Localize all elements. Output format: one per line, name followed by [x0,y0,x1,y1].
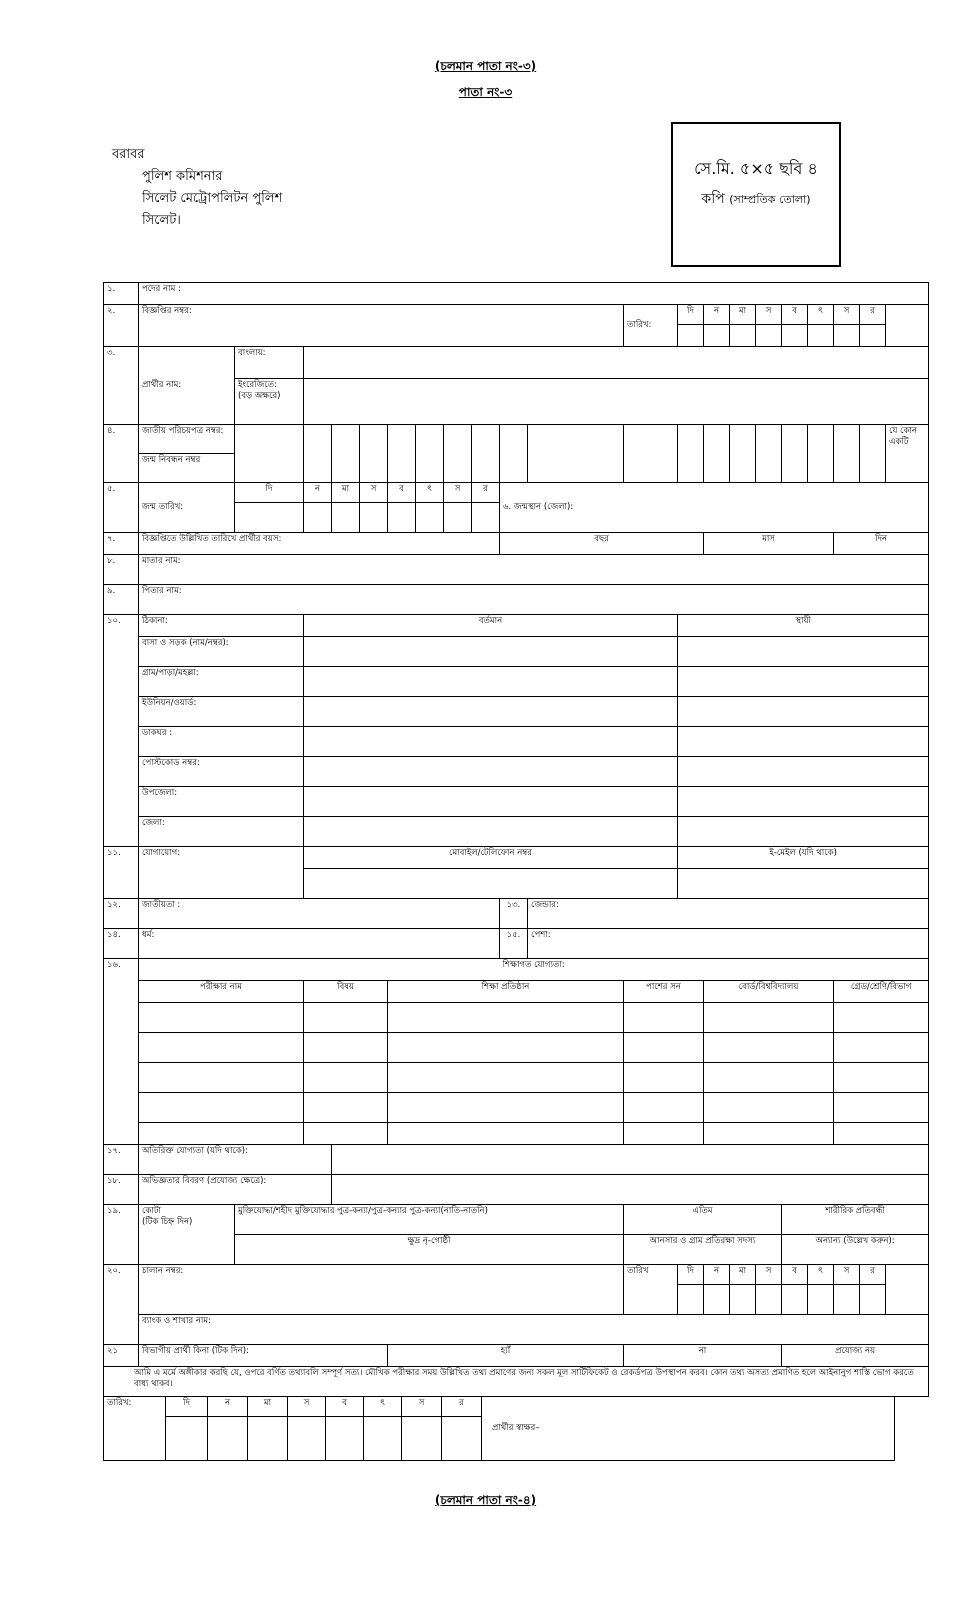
date-box[interactable] [235,503,304,533]
address-field-label: উপজেলা: [139,787,304,817]
nid-label: জাতীয় পরিচয়পত্র নম্বর: [139,425,235,454]
date-box[interactable] [388,503,416,533]
ad-number-field[interactable] [139,305,624,347]
quota-ansar[interactable]: আনসার ও গ্রাম প্রতিরক্ষা সদস্য [624,1235,782,1265]
row-departmental [104,1345,929,1367]
subject-input[interactable] [304,1063,388,1093]
present-address-input[interactable] [304,757,678,787]
birthplace-field[interactable] [500,483,929,533]
subject-input[interactable] [304,1123,388,1145]
gender-field[interactable] [528,899,929,929]
row-no: ১৩. [500,899,528,929]
id-note: যে কোন একটি [886,425,929,483]
date-letter: ৎ [808,1265,834,1285]
row-ad-number [104,305,929,325]
date-box[interactable] [860,1285,886,1315]
id-digit-box[interactable] [678,425,704,483]
date-letter: র [860,1265,886,1285]
address-line2: সিলেট মেট্রোপলিটন পুলিশ [142,191,283,206]
date-letter: মা [248,1397,288,1417]
exam-name-input[interactable] [139,1063,304,1093]
applicant-name-label: প্রার্থীর নাম: [139,347,235,425]
education-row [104,1123,929,1145]
photo-copy-text: কপি [701,191,725,207]
mother-name-label: মাতার নাম: [142,556,181,566]
present-address-input[interactable] [304,637,678,667]
date-box[interactable] [326,1417,364,1461]
occupation-label: পেশা: [531,930,551,940]
id-digit-box[interactable] [704,425,730,483]
subject-input[interactable] [304,1033,388,1063]
running-page-bottom: (চলমান পাতা নং-৪) [434,1493,537,1507]
date-letter: মা [730,1265,756,1285]
row-no: ২. [104,305,139,347]
id-digit-box[interactable] [332,425,360,483]
age-day[interactable]: দিন [834,533,929,555]
date-box[interactable] [288,1417,326,1461]
id-digit-box[interactable] [360,425,388,483]
mother-name-field[interactable] [139,555,929,585]
row-no: ৮. [104,555,139,585]
address-field-label: ইউনিয়ন/ওয়ার্ড: [139,697,304,727]
date-letter: দি [678,305,704,325]
signature-label: প্রার্থীর স্বাক্ষর– [492,1423,540,1433]
religion-field[interactable] [139,929,500,959]
board-header: বোর্ড/বিশ্ববিদ্যালয় [704,981,834,1003]
id-digit-box[interactable] [782,425,808,483]
english-label [235,379,304,425]
date-box[interactable] [730,325,756,347]
declaration-text: আমি এ মর্মে অঙ্গীকার করছি যে, ওপরে বর্ণিত তথ্যাবলি সম্পূর্ণ সত্য। মৌখিক পরীক্ষার সময় উল্লিখিত তথ্য প্রমাণের জন্য সকল মূল সার্টিফিকেট ও রেকর্ডপত্র উপস্থাপন করব। কোন তথ্য অসত্য প্রমাণিত হলে আইনানুগ শাস্তি ভোগ করতে বাধ্য থাকব। [104,1367,929,1397]
institution-input[interactable] [388,1093,624,1123]
id-digit-box[interactable] [730,425,756,483]
birth-reg-label: জন্ম নিবন্ধন নম্বর [139,454,235,483]
subject-header: বিষয় [304,981,388,1003]
row-no: ৩. [104,347,139,425]
id-digit-box[interactable] [808,425,834,483]
address-to: বরাবর [112,147,145,162]
id-digit-box[interactable] [444,425,472,483]
row-no: ২১ [104,1345,139,1367]
board-input[interactable] [704,1093,834,1123]
permanent-address-input[interactable] [678,697,929,727]
row-challan [104,1265,929,1285]
challan-date-label: তারিখ [624,1265,678,1315]
present-address-input[interactable] [304,727,678,757]
ad-date-label: তারিখ: [624,305,678,347]
date-box[interactable] [678,1285,704,1315]
row-no: ১৬. [104,959,139,1145]
grade-input[interactable] [834,1093,929,1123]
date-letter: দি [166,1397,208,1417]
option-yes[interactable]: হ্যাঁ [388,1345,624,1367]
exam-name-input[interactable] [139,1033,304,1063]
permanent-address-input[interactable] [678,637,929,667]
row-nationality [104,899,929,929]
form-table [103,282,929,1397]
permanent-header: স্থায়ী [678,615,929,637]
option-no[interactable]: না [624,1345,782,1367]
address-line1: পুলিশ কমিশনার [142,169,223,184]
pass-year-input[interactable] [624,1093,704,1123]
date-letter: মা [332,483,360,503]
date-letter: স [444,483,472,503]
row-no: ১৪. [104,929,139,959]
date-letter: স [360,483,388,503]
address-block [112,144,282,232]
age-label: বিজ্ঞপ্তিতে উল্লিখিত তারিখে প্রার্থীর বয়স: [139,533,500,555]
row-address-header [104,615,929,637]
ad-number-label: বিজ্ঞপ্তির নম্বর: [142,306,192,316]
quota-label-note: (টিক চিহ্ন দিন) [142,1217,193,1227]
institution-input[interactable] [388,1033,624,1063]
date-letter: ৎ [808,305,834,325]
row-quota [104,1205,929,1235]
date-box[interactable] [756,1285,782,1315]
photo-box-line2 [673,187,839,211]
row-religion [104,929,929,959]
institution-header: শিক্ষা প্রতিষ্ঠান [388,981,624,1003]
row-address-field [104,757,929,787]
email-header: ই-মেইল (যদি থাকে) [678,847,929,869]
pass-year-input[interactable] [624,1063,704,1093]
religion-label: ধর্ম: [142,930,155,940]
row-no: ১৯. [104,1205,139,1265]
date-letter: ন [304,483,332,503]
running-page-top: (চলমান পাতা নং-৩) [434,59,537,73]
permanent-address-input[interactable] [678,817,929,847]
date-box[interactable] [782,325,808,347]
id-digit-box[interactable] [860,425,886,483]
row-address-field [104,637,929,667]
id-digit-box[interactable] [416,425,444,483]
id-digit-box[interactable] [834,425,860,483]
row-address-field [104,817,929,847]
board-input[interactable] [704,1123,834,1145]
post-name-label: পদের নাম : [142,284,181,294]
nationality-label: জাতীয়তা : [142,900,181,910]
address-line3: সিলেট। [142,213,181,228]
permanent-address-input[interactable] [678,787,929,817]
extra-qual-label: অতিরিক্ত যোগ্যতা (যদি থাকে): [139,1145,332,1175]
quota-freedom-fighter[interactable]: মুক্তিযোদ্ধা/শহীদ মুক্তিযোদ্ধার পুত্র-কন্যা/পুত্র-কন্যার পুত্র-কন্যা(নাতি-নাতনি) [235,1205,624,1235]
row-extra-qual [104,1145,929,1175]
row-age [104,533,929,555]
dob-label: জন্ম তারিখ: [139,483,235,533]
id-digit-box[interactable] [388,425,416,483]
row-no: ৫. [104,483,139,533]
present-address-input[interactable] [304,817,678,847]
permanent-address-input[interactable] [678,757,929,787]
address-field-label: ডাকঘর : [139,727,304,757]
row-no: ১২. [104,899,139,929]
education-row [104,1093,929,1123]
row-address-field [104,787,929,817]
date-box[interactable] [360,503,388,533]
pass-year-header: পাশের সন [624,981,704,1003]
quota-orphan[interactable]: এতিম [624,1205,782,1235]
row-mother [104,555,929,585]
date-box[interactable] [860,325,886,347]
date-box[interactable] [166,1417,208,1461]
photo-note: (সাম্প্রতিক তোলা) [729,193,811,206]
pass-year-input[interactable] [624,1033,704,1063]
row-education-header [104,981,929,1003]
age-year[interactable]: বছর [500,533,704,555]
date-box[interactable] [248,1417,288,1461]
education-row [104,1063,929,1093]
grade-input[interactable] [834,1033,929,1063]
institution-input[interactable] [388,1123,624,1145]
present-header: বর্তমান [304,615,678,637]
challan-number-label: চালান নম্বর: [142,1266,184,1276]
bank-label: ব্যাংক ও শাখার নাম: [142,1316,211,1326]
bangla-label: বাংলায়: [235,347,304,379]
date-letter: র [442,1397,482,1417]
mobile-input[interactable] [304,869,678,899]
row-no: ১৮. [104,1175,139,1205]
footer-date-label: তারিখ: [104,1397,166,1461]
quota-label [139,1205,235,1265]
id-digit-box[interactable] [472,425,500,483]
row-no: ১. [104,283,139,305]
education-row [104,1003,929,1033]
row-no: ৪. [104,425,139,483]
exam-name-input[interactable] [139,1003,304,1033]
application-form [103,282,929,1461]
experience-input[interactable] [332,1175,929,1205]
row-nid [104,425,929,454]
gender-label: জেন্ডার: [531,900,559,910]
subject-input[interactable] [304,1093,388,1123]
quota-disabled[interactable]: শারীরিক প্রতিবন্ধী [782,1205,929,1235]
permanent-address-input[interactable] [678,727,929,757]
row-no: ১০. [104,615,139,847]
english-label-text: ইংরেজিতে: [238,380,277,390]
row-bank [104,1315,929,1345]
board-input[interactable] [704,1033,834,1063]
row-applicant-name [104,347,929,379]
quota-ethnic[interactable]: ক্ষুদ্র নৃ-গোষ্ঠী [235,1235,624,1265]
grade-header: গ্রেড/শ্রেণি/বিভাগ [834,981,929,1003]
contact-label: যোগাযোগ: [139,847,304,899]
address-field-label: বাসা ও সড়ক (নাম/নম্বর): [139,637,304,667]
date-letter: ব [388,483,416,503]
institution-input[interactable] [388,1003,624,1033]
date-box[interactable] [402,1417,442,1461]
row-contact [104,847,929,869]
address-field-label: পোস্টকোড নম্বর: [139,757,304,787]
address-field-label: গ্রাম/পাড়া/মহল্লা: [139,667,304,697]
date-box[interactable] [364,1417,402,1461]
age-month[interactable]: মাস [704,533,834,555]
occupation-field[interactable] [528,929,929,959]
signature-field[interactable] [482,1397,895,1461]
name-bangla-field[interactable] [304,347,929,379]
row-no: ৯. [104,585,139,615]
name-english-field[interactable] [304,379,929,425]
date-box[interactable] [416,503,444,533]
date-box[interactable] [834,325,860,347]
education-title: শিক্ষাগত যোগ্যতা: [139,959,929,981]
date-letter: ন [208,1397,248,1417]
date-box[interactable] [704,325,730,347]
quota-label-text: কোটা [142,1206,161,1216]
page-number: পাতা নং-৩ [458,85,513,99]
grade-input[interactable] [834,1123,929,1145]
date-letter: ব [782,1265,808,1285]
blank-cell [886,305,929,347]
grade-input[interactable] [834,1003,929,1033]
blank-cell [886,1265,929,1315]
address-label: ঠিকানা: [139,615,304,637]
board-input[interactable] [704,1063,834,1093]
subject-input[interactable] [304,1003,388,1033]
date-box[interactable] [442,1417,482,1461]
id-digit-box[interactable] [624,425,678,483]
row-dob [104,483,929,503]
quota-other[interactable]: অন্যান্য (উল্লেখ করুন): [782,1235,929,1265]
present-address-input[interactable] [304,667,678,697]
row-no: ১৭. [104,1145,139,1175]
date-box[interactable] [304,503,332,533]
date-letter: দি [235,483,304,503]
date-letter: র [472,483,500,503]
challan-number-field[interactable] [139,1265,624,1315]
date-letter: স [402,1397,442,1417]
row-no: ২০. [104,1265,139,1345]
extra-qual-input[interactable] [332,1145,929,1175]
footer-table [103,1396,895,1461]
bank-field[interactable] [139,1315,929,1345]
row-address-field [104,667,929,697]
date-box[interactable] [756,325,782,347]
row-declaration [104,1367,929,1397]
present-address-input[interactable] [304,787,678,817]
id-digit-box[interactable] [304,425,332,483]
date-letter: স [834,1265,860,1285]
date-box[interactable] [332,503,360,533]
mobile-header: মোবাইল/টেলিফোন নম্বর [304,847,678,869]
row-education-title [104,959,929,981]
departmental-label: বিভাগীয় প্রার্থী কিনা (টিক দিন): [139,1345,388,1367]
date-letter: স [288,1397,326,1417]
english-note: (বড় অক্ষরে) [238,391,281,401]
id-digit-box[interactable] [528,425,624,483]
date-letter: ৎ [364,1397,402,1417]
photo-box [671,122,841,267]
date-letter: স [756,1265,782,1285]
row-post-name [104,283,929,305]
row-address-field [104,697,929,727]
row-no: ১১. [104,847,139,899]
date-box[interactable] [444,503,472,533]
father-name-field[interactable] [139,585,929,615]
row-no: ১৫. [500,929,528,959]
id-digit-box[interactable] [756,425,782,483]
option-not-applicable[interactable]: প্রযোজ্য নয় [782,1345,929,1367]
date-letter: মা [730,305,756,325]
nationality-field[interactable] [139,899,500,929]
date-letter: ৎ [416,483,444,503]
date-box[interactable] [782,1285,808,1315]
address-field-label: জেলা: [139,817,304,847]
date-letter: দি [678,1265,704,1285]
pass-year-input[interactable] [624,1003,704,1033]
email-input[interactable] [678,869,929,899]
exam-name-header: পরীক্ষার নাম [139,981,304,1003]
date-letter: ন [704,305,730,325]
date-box[interactable] [704,1285,730,1315]
row-footer-date [104,1397,895,1417]
date-box[interactable] [678,325,704,347]
date-box[interactable] [730,1285,756,1315]
date-letter: স [834,305,860,325]
date-letter: ন [704,1265,730,1285]
exam-name-input[interactable] [139,1093,304,1123]
date-box[interactable] [808,1285,834,1315]
grade-input[interactable] [834,1063,929,1093]
institution-input[interactable] [388,1063,624,1093]
id-digit-box[interactable] [500,425,528,483]
post-name-field[interactable] [139,283,929,305]
photo-box-line1: সে.মি. ৫×৫ ছবি ৪ [694,159,818,178]
present-address-input[interactable] [304,697,678,727]
date-box[interactable] [208,1417,248,1461]
father-name-label: পিতার নাম: [142,586,182,596]
date-box[interactable] [472,503,500,533]
row-experience [104,1175,929,1205]
date-letter: স [756,305,782,325]
exam-name-input[interactable] [139,1123,304,1145]
id-digit-box[interactable] [235,425,304,483]
date-letter: ব [326,1397,364,1417]
row-address-field [104,727,929,757]
date-box[interactable] [808,325,834,347]
education-row [104,1033,929,1063]
date-letter: ব [782,305,808,325]
date-letter: র [860,305,886,325]
row-no: ৭. [104,533,139,555]
board-input[interactable] [704,1003,834,1033]
experience-label: অভিজ্ঞতার বিবরণ (প্রযোজ্য ক্ষেত্রে): [139,1175,332,1205]
row-father [104,585,929,615]
date-box[interactable] [834,1285,860,1315]
birthplace-label: ৬. জন্মস্থান (জেলা): [503,502,574,512]
permanent-address-input[interactable] [678,667,929,697]
pass-year-input[interactable] [624,1123,704,1145]
